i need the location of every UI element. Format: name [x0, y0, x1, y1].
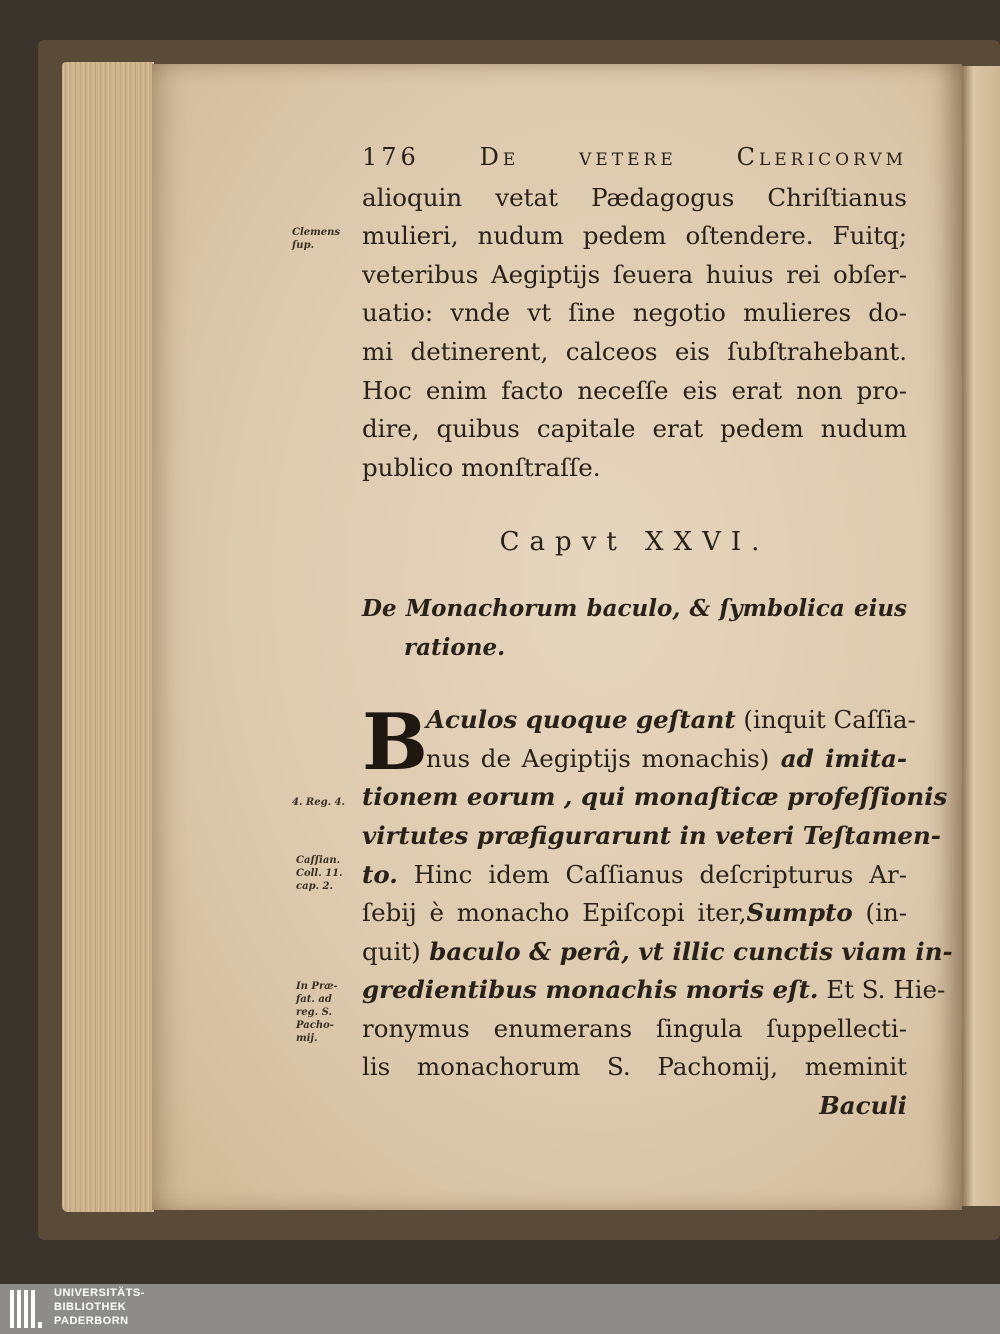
chapter-subtitle: De Monachorum baculo, & ſymbolica eius	[362, 594, 907, 622]
library-name-line2: BIBLIOTHEK	[54, 1301, 127, 1313]
italic-quote: to.	[362, 859, 398, 889]
library-footer	[0, 1284, 1000, 1334]
text-line	[362, 701, 916, 740]
margin-note-clemens: Clemens ſup.	[292, 227, 340, 251]
chapter-title: Capvt XXVI.	[499, 527, 770, 558]
page-edges	[62, 62, 154, 1212]
library-name-line1: UNIVERSITÄTS-	[54, 1287, 145, 1299]
text-fragment: Hinc idem Caſſianus deſcripturus Ar-	[397, 859, 907, 889]
page-body-text	[362, 138, 953, 1126]
text-fragment: nus de Aegiptijs monachis)	[426, 743, 770, 773]
text-line: alioquin vetat Pædagogus Chriſtianus	[362, 182, 907, 212]
chapter-subtitle-cont: ratione.	[404, 633, 506, 661]
library-name	[54, 1286, 145, 1328]
text-line	[362, 933, 953, 972]
text-line: veteribus Aegiptijs ſeuera huius rei obſer-	[362, 259, 907, 289]
text-line: tionem eorum , qui monaſticæ profeſſionis	[362, 782, 948, 812]
italic-quote: gredientibus monachis moris eſt.	[362, 975, 819, 1005]
running-head: 176 De vetere Clericorvm	[362, 143, 907, 171]
margin-note-reg: 4. Reg. 4.	[292, 797, 345, 808]
italic-quote: baculo & perâ, vt illic cunctis viam in-	[420, 936, 953, 966]
text-line: lis monachorum S. Pachomij, meminit	[362, 1052, 907, 1082]
margin-note-praefat: In Præ- fat. ad reg. S. Pacho- mij.	[296, 981, 338, 1044]
text-line: mulieri, nudum pedem oſtendere. Fuitq;	[362, 221, 907, 251]
text-line: ronymus enumerans ſingula ſuppellecti-	[362, 1013, 907, 1043]
margin-note-cassian: Caſſian. Coll. 11. cap. 2.	[296, 855, 343, 892]
drop-cap: B	[362, 697, 428, 789]
text-line	[362, 971, 946, 1010]
text-line	[362, 740, 907, 779]
text-line: Hoc enim facto neceſſe eis erat non pro-	[362, 375, 907, 405]
text-line: virtutes præfigurarunt in veteri Teſtamen-	[362, 820, 941, 850]
text-fragment: ſebij è monacho Epiſcopi iter,	[362, 898, 747, 928]
text-line	[362, 894, 907, 933]
text-fragment: quit)	[362, 936, 421, 966]
facing-page-edge	[962, 66, 1000, 1206]
italic-quote: ad imita-	[769, 743, 907, 773]
catchword: Baculi	[819, 1091, 907, 1121]
paragraph-two	[362, 697, 953, 1126]
text-line: publico monſtraſſe.	[362, 452, 601, 482]
italic-quote: Sumpto	[746, 898, 853, 928]
text-line: dire, quibus capitale erat pedem nudum	[362, 414, 907, 444]
text-fragment: (inquit Caſſia-	[735, 705, 916, 735]
library-name-line3: PADERBORN	[54, 1315, 129, 1327]
library-logo-icon	[8, 1288, 44, 1330]
text-fragment: (in-	[852, 898, 907, 928]
text-line: uatio: vnde vt ſine negotio mulieres do-	[362, 298, 907, 328]
text-line: mi detinerent, calceos eis ſubſtrahebant.	[362, 336, 907, 366]
text-line	[362, 856, 907, 895]
italic-quote: Aculos quoque geſtant	[426, 705, 736, 735]
text-fragment: Et S. Hie-	[818, 975, 946, 1005]
